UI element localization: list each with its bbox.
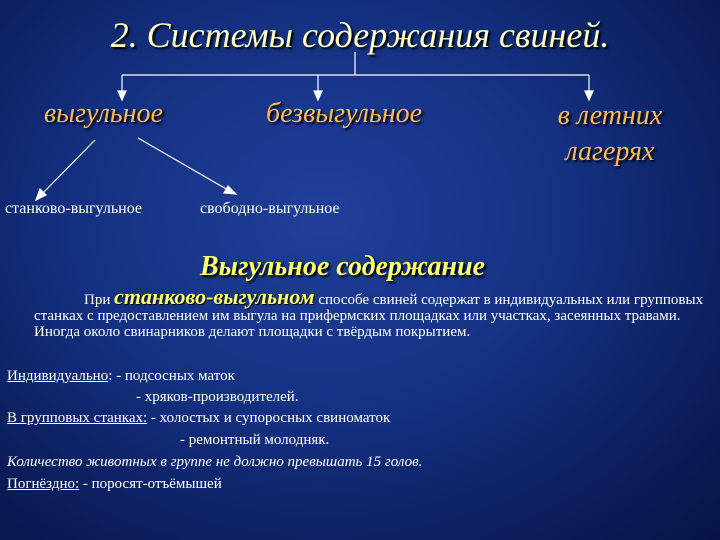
description-paragraph xyxy=(34,284,704,340)
paragraph-prefix: При xyxy=(84,292,115,308)
section-heading: Выгульное содержание xyxy=(200,251,486,282)
branch-bezvygulnoe: безвыгульное xyxy=(266,98,423,129)
nest-label: Погнёздно: xyxy=(7,476,80,492)
connector-diag-left xyxy=(42,140,95,194)
paragraph-emphasis: станково-выгульном xyxy=(114,284,315,309)
nest-line xyxy=(7,476,222,493)
group-line-2: - ремонтный молодняк. xyxy=(180,432,330,448)
slide-title: 2. Системы содержания свиней. xyxy=(110,15,610,55)
count-note: Количество животных в группе не должно превышать 15 голов. xyxy=(7,454,423,470)
connector-diag-right xyxy=(138,138,228,190)
group-line xyxy=(7,410,390,427)
individual-text: : - подсосных маток xyxy=(108,368,235,384)
paragraph-body: способе свиней содержат в индивидуальных или групповых станках с предоставлением им выгула на прифермских площадках или участках, засеянных травами. Иногда около свинарников делают площадки с твёрдым покрытием. xyxy=(34,292,704,340)
nest-text: - поросят-отъёмышей xyxy=(79,476,222,492)
arrowhead-diag-right xyxy=(224,186,236,194)
sub-branch-svobodno: свободно-выгульное xyxy=(200,200,340,217)
group-text: - холостых и супоросных свиноматок xyxy=(147,410,391,426)
branch-letnie-lagerya: в летних лагерях xyxy=(557,100,663,167)
individual-line xyxy=(7,368,235,385)
sub-branch-stankovo: станково-выгульное xyxy=(5,200,142,217)
individual-line-2: - хряков-производителей. xyxy=(136,389,299,405)
branch-vygulnoe: выгульное xyxy=(44,98,163,129)
individual-label: Индивидуально xyxy=(7,368,109,384)
group-label: В групповых станках: xyxy=(7,410,148,426)
